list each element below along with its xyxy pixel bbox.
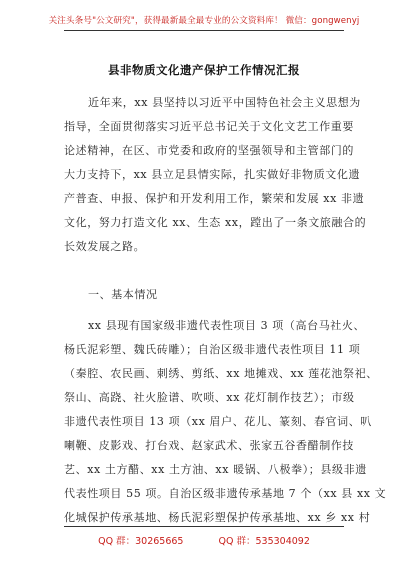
footer-qq-group-1: QQ 群：30265665 <box>98 536 184 547</box>
footer-qq-group-2: QQ 群：535304092 <box>218 536 310 547</box>
footer-contacts <box>0 533 408 547</box>
body-line: （秦腔、农民画、刺绣、剪纸、xx 地摊戏、xx 莲花池祭祀、 <box>64 367 378 380</box>
body-line: 杨氏泥彩塑、魏氏砖雕）；自治区级非遗代表性项目 11 项 <box>64 343 361 356</box>
document-title: 县非物质文化遗产保护工作情况汇报 <box>108 63 300 77</box>
body-line: 非遗代表性项目 13 项（xx 眉户、花儿、篆刻、春官词、叭 <box>64 415 372 428</box>
body-line: 艺、xx 土方醋、xx 土方油、xx 暖锅、八极拳）；县级非遗 <box>64 463 367 476</box>
body-line: 喇鞭、皮影戏、打台戏、赵家武术、张家五谷香醋制作技 <box>64 439 354 452</box>
body-line: 祭山、高跷、社火脸谱、吹唢、xx 花灯制作技艺）；市级 <box>64 391 355 404</box>
body-line: 代表性项目 55 项。自治区级非遗传承基地 7 个（xx 县 xx 文 <box>64 487 387 500</box>
body-line: 大力支持下，xx 县立足县情实际，扎实做好非物质文化遗 <box>64 168 361 181</box>
body-line: 近年来，xx 县坚持以习近平中国特色社会主义思想为 <box>88 96 361 109</box>
body-line: 化城保护传承基地、杨氏泥彩塑保护传承基地、xx 乡 xx 村 <box>64 511 371 524</box>
body-line: 文化，努力打造文化 xx、生态 xx，蹚出了一条文旅融合的 <box>64 216 367 229</box>
body-line: 产普查、申报、保护和开发利用工作，繁荣和发展 xx 非遗 <box>64 192 365 205</box>
section-heading: 一、基本情况 <box>88 288 158 301</box>
body-line: 论述精神，在区、市党委和政府的坚强领导和主管部门的 <box>64 144 354 157</box>
body-line: xx 县现有国家级非遗代表性项目 3 项（高台马社火、 <box>88 319 366 332</box>
body-line: 长效发展之路。 <box>64 240 146 253</box>
body-line: 指导，全面贯彻落实习近平总书记关于文化文艺工作重要 <box>64 120 354 133</box>
header-divider <box>64 30 344 31</box>
header-promo-note: 关注头条号"公文研究"，获得最新最全最专业的公文资料库！ 微信：gongwenyj <box>48 16 360 26</box>
footer-divider <box>64 526 344 527</box>
